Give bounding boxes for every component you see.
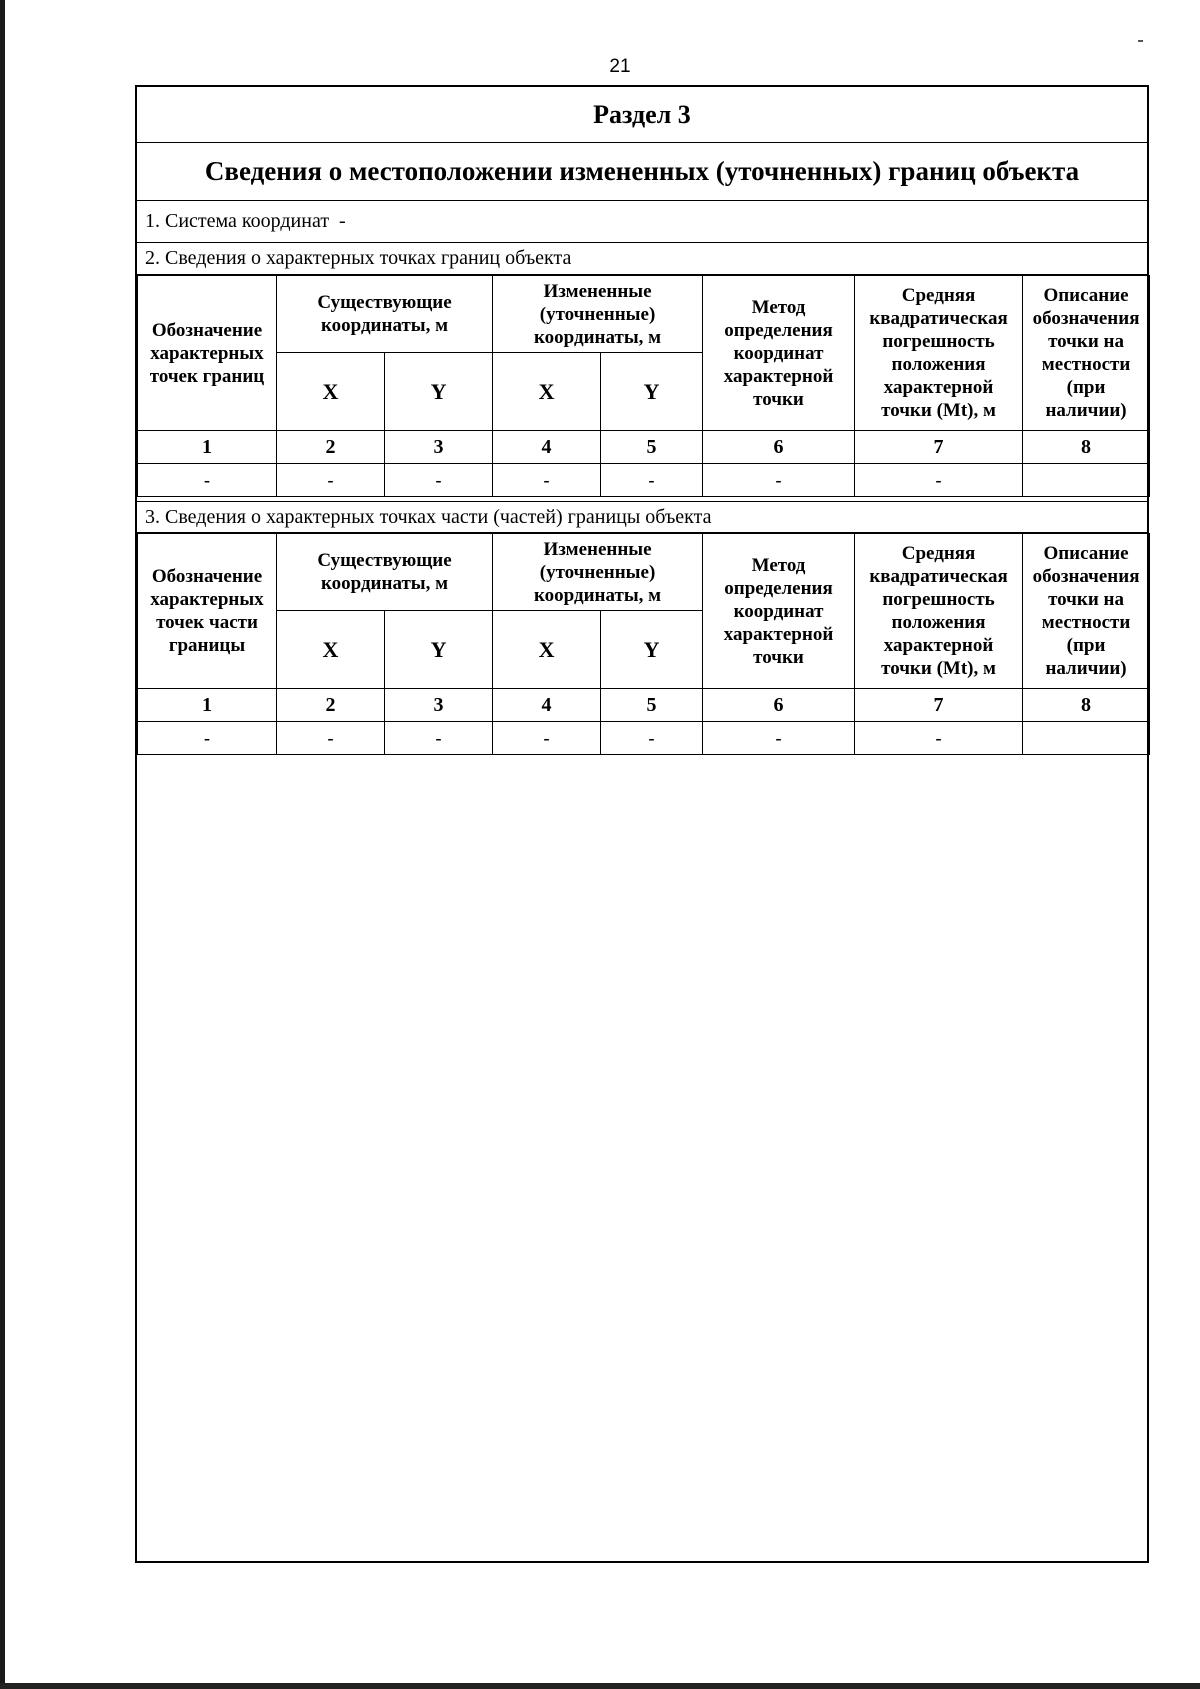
table-cell: -: [601, 722, 703, 755]
column-number: 1: [138, 431, 277, 464]
header-error: Средняя квадратическая погрешность положения характерной точки (Mt), м: [855, 534, 1023, 689]
column-number: 4: [493, 431, 601, 464]
column-number-row: [138, 689, 1150, 722]
table-cell: -: [277, 722, 385, 755]
header-changed-coordinates: Измененные (уточненные) координаты, м: [493, 276, 703, 353]
column-number: 7: [855, 431, 1023, 464]
column-number: 6: [703, 431, 855, 464]
table-row: [138, 464, 1150, 497]
header-changed-coordinates: Измененные (уточненные) координаты, м: [493, 534, 703, 611]
document-heading: Сведения о местоположении измененных (уточненных) границ объекта: [137, 143, 1147, 201]
column-number: 1: [138, 689, 277, 722]
header-method: Метод определения координат характерной точки: [703, 534, 855, 689]
header-designation: Обозначение характерных точек границ: [138, 276, 277, 431]
column-number: 5: [601, 689, 703, 722]
table-cell: -: [601, 464, 703, 497]
table-cell: -: [385, 722, 493, 755]
header-description: Описание обозначения точки на местности (при наличии): [1023, 534, 1150, 689]
table-cell: -: [493, 722, 601, 755]
table-cell: [1023, 464, 1150, 497]
table-row: [138, 722, 1150, 755]
column-number: 7: [855, 689, 1023, 722]
header-method: Метод определения координат характерной точки: [703, 276, 855, 431]
scan-edge-bottom: [0, 1683, 1200, 1689]
header-existing-x: X: [277, 611, 385, 689]
header-existing-y: Y: [385, 611, 493, 689]
table-cell: [1023, 722, 1150, 755]
scan-edge-left: [0, 0, 5, 1689]
table-header-row: [138, 276, 1150, 353]
column-number: 2: [277, 689, 385, 722]
header-changed-y: Y: [601, 353, 703, 431]
section-title: Раздел 3: [137, 87, 1147, 143]
table-cell: -: [277, 464, 385, 497]
column-number-row: [138, 431, 1150, 464]
header-existing-x: X: [277, 353, 385, 431]
header-existing-coordinates: Существующие координаты, м: [277, 534, 493, 611]
boundary-points-title: 2. Сведения о характерных точках границ объекта: [137, 243, 1147, 275]
table-cell: -: [493, 464, 601, 497]
column-number: 8: [1023, 689, 1150, 722]
header-existing-coordinates: Существующие координаты, м: [277, 276, 493, 353]
table-cell: -: [385, 464, 493, 497]
header-error: Средняя квадратическая погрешность положения характерной точки (Mt), м: [855, 276, 1023, 431]
table-cell: -: [855, 722, 1023, 755]
table-header-row: [138, 534, 1150, 611]
table-cell: -: [138, 464, 277, 497]
boundary-points-table: [137, 275, 1150, 497]
column-number: 3: [385, 689, 493, 722]
page-number: 21: [609, 56, 631, 77]
coordinate-system-line: 1. Система координат -: [137, 201, 1147, 243]
column-number: 3: [385, 431, 493, 464]
column-number: 4: [493, 689, 601, 722]
table-cell: -: [138, 722, 277, 755]
table-cell: -: [703, 464, 855, 497]
table-cell: -: [855, 464, 1023, 497]
header-changed-y: Y: [601, 611, 703, 689]
header-designation: Обозначение характерных точек части границы: [138, 534, 277, 689]
column-number: 8: [1023, 431, 1150, 464]
column-number: 2: [277, 431, 385, 464]
document-frame: [135, 85, 1149, 1563]
header-existing-y: Y: [385, 353, 493, 431]
header-changed-x: X: [493, 611, 601, 689]
column-number: 6: [703, 689, 855, 722]
table-cell: -: [703, 722, 855, 755]
part-boundary-points-table: [137, 533, 1150, 755]
header-description: Описание обозначения точки на местности (при наличии): [1023, 276, 1150, 431]
column-number: 5: [601, 431, 703, 464]
header-changed-x: X: [493, 353, 601, 431]
part-boundary-points-title: 3. Сведения о характерных точках части (частей) границы объекта: [137, 501, 1147, 533]
scan-speck: [1138, 40, 1143, 42]
